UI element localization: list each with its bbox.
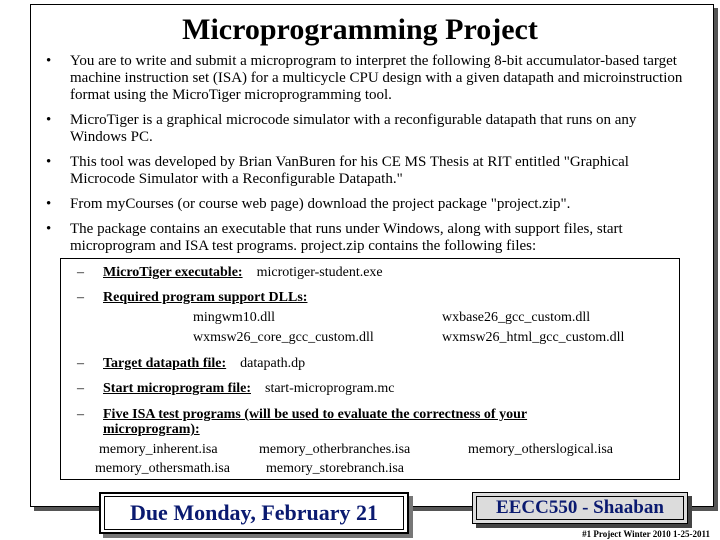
slide-footer: #1 Project Winter 2010 1-25-2011	[582, 529, 710, 539]
tests-label-line2-row	[103, 421, 214, 438]
test-item: memory_otherslogical.isa	[468, 442, 614, 457]
bullet-dot: •	[46, 154, 52, 170]
datapath-value: datapath.dp	[240, 356, 306, 371]
dash: –	[77, 356, 84, 371]
test-item: memory_otherbranches.isa	[259, 442, 411, 457]
bullet-dot: •	[46, 112, 52, 128]
start-label: Start microprogram file:	[103, 381, 251, 396]
bullet-dot: •	[46, 221, 52, 237]
bullet-item	[46, 154, 694, 188]
bullet-text: MicroTiger is a graphical microcode simulator with a reconfigurable datapath that runs on any Windows PC.	[70, 112, 637, 145]
bullet-text: You are to write and submit a microprogram to interpret the following 8-bit accumulator-based target machine instruction set (ISA) for a multicycle CPU design with a given datapath and microinstruction format using the MicroTiger microprogramming tool.	[70, 53, 683, 103]
test-item: memory_inherent.isa	[99, 442, 218, 457]
page-title: Microprogramming Project	[182, 13, 538, 46]
dll-item: wxbase26_gcc_custom.dll	[442, 310, 591, 325]
test-item: memory_othersmath.isa	[95, 461, 230, 476]
bullet-item	[46, 196, 694, 213]
tests-label-line1: Five ISA test programs (will be used to evaluate the correctness of your	[103, 407, 528, 422]
test-item: memory_storebranch.isa	[266, 461, 405, 476]
tests-label-line2: microprogram):	[103, 422, 200, 437]
dll-item: mingwm10.dll	[193, 310, 276, 325]
file-start	[77, 380, 394, 397]
datapath-label: Target datapath file:	[103, 356, 227, 371]
bullet-item	[46, 112, 694, 146]
file-list-box	[60, 258, 680, 480]
bullet-item	[46, 221, 694, 255]
executable-label: MicroTiger executable:	[103, 265, 243, 280]
bullet-dot: •	[46, 53, 52, 69]
dash: –	[77, 265, 84, 280]
bullet-text: The package contains an executable that runs under Windows, along with support files, start microprogram and ISA test programs. project.zip contains the following files:	[70, 221, 623, 254]
file-datapath	[77, 355, 305, 372]
file-dlls	[77, 289, 321, 306]
bullet-text: This tool was developed by Brian VanBuren for his CE MS Thesis at RIT entitled "Graphical Microcode Simulator with a Reconfigurable Datapath."	[70, 154, 629, 187]
file-executable	[77, 264, 383, 281]
dash: –	[77, 290, 84, 305]
start-value: start-microprogram.mc	[265, 381, 395, 396]
course-label: EECC550 - Shaaban	[496, 497, 664, 518]
bullet-item	[46, 53, 694, 104]
course-badge-inner-border	[476, 496, 684, 520]
dll-item: wxmsw26_core_gcc_custom.dll	[193, 330, 374, 345]
bullet-text: From myCourses (or course web page) download the project package "project.zip".	[70, 196, 571, 212]
bullet-dot: •	[46, 196, 52, 212]
dll-item: wxmsw26_html_gcc_custom.dll	[442, 330, 625, 345]
bullet-list	[46, 53, 694, 263]
dash: –	[77, 407, 84, 422]
dash: –	[77, 381, 84, 396]
dlls-label: Required program support DLLs:	[103, 290, 308, 305]
executable-value: microtiger-student.exe	[256, 265, 383, 280]
due-date-text: Due Monday, February 21	[104, 496, 404, 530]
course-badge	[472, 492, 688, 524]
